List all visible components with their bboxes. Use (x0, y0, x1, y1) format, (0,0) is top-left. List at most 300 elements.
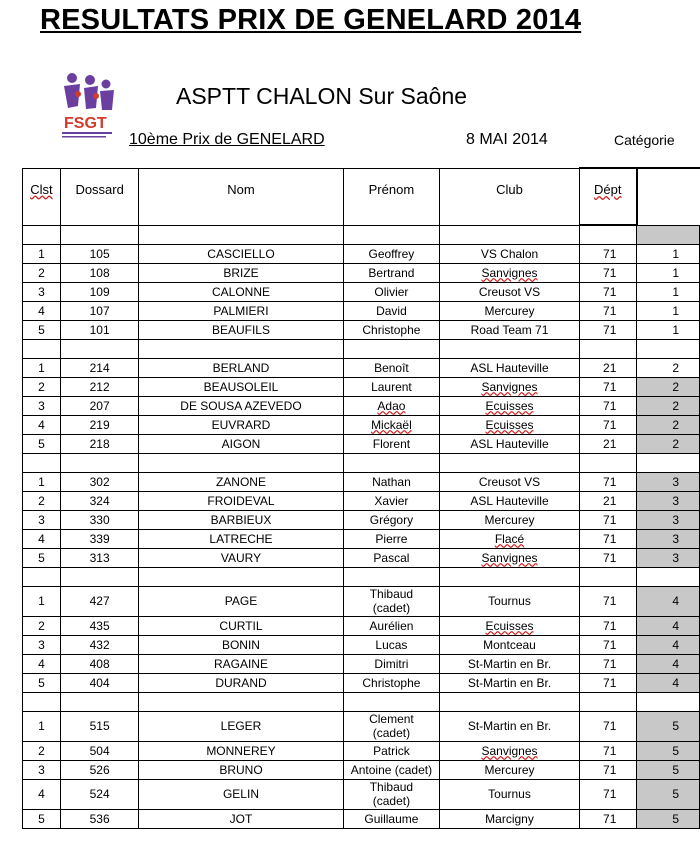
table-row (23, 415, 700, 434)
club-cell-text: Montceau (483, 637, 536, 652)
table-row (23, 396, 700, 415)
department-cell-text: 21 (603, 436, 617, 451)
rank-cell-text: 1 (38, 360, 45, 375)
spacer-cell (60, 453, 139, 472)
logo-text: FSGT (64, 115, 107, 132)
first-name-cell-text: Patrick (373, 743, 410, 758)
spacer-cell (60, 225, 139, 244)
category-cell (637, 654, 700, 673)
table-row (23, 809, 700, 828)
bib-cell (60, 616, 139, 635)
last-name-cell-text: LEGER (220, 719, 262, 733)
category-cell (637, 263, 700, 282)
rank-cell (23, 320, 61, 339)
club-cell (440, 529, 579, 548)
table-row (23, 654, 700, 673)
last-name-cell-text: DE SOUSA AZEVEDO (180, 398, 302, 413)
first-name-cell-text: Bertrand (368, 265, 415, 280)
col-header-clst: Clst (23, 168, 61, 225)
bib-cell (60, 263, 139, 282)
department-cell-text: 21 (603, 360, 617, 375)
department-cell-text: 71 (603, 787, 617, 801)
spacer-cell (139, 692, 343, 711)
table-row (23, 320, 700, 339)
last-name-cell-text: ZANONE (215, 474, 266, 489)
club-cell (440, 415, 579, 434)
club-cell-text: Ecuisses (485, 398, 534, 413)
rank-cell-text: 5 (38, 550, 45, 565)
category-cell-text: 2 (672, 436, 679, 451)
department-cell (579, 654, 637, 673)
department-cell (579, 263, 637, 282)
first-name-cell-text: Dimitri (374, 656, 409, 671)
event-name: 10ème Prix de GENELARD (129, 131, 325, 148)
organization-name: ASPTT CHALON Sur Saône (176, 83, 468, 109)
first-name-cell-text: Pascal (373, 550, 410, 565)
category-cell-text: 5 (672, 719, 679, 733)
department-cell (579, 548, 637, 567)
category-cell-text: 3 (672, 531, 679, 546)
bib-cell-text: 339 (89, 531, 110, 546)
last-name-cell-text: CALONNE (211, 284, 270, 299)
first-name-cell (343, 301, 440, 320)
first-name-cell (343, 654, 440, 673)
category-cell-text: 3 (672, 493, 679, 508)
spacer-cell (579, 692, 637, 711)
rank-cell-text: 2 (38, 379, 45, 394)
club-cell-text: St-Martin en Br. (467, 656, 552, 671)
category-spacer-cell (637, 339, 700, 358)
first-name-cell-text: Thibaud (cadet) (369, 780, 414, 808)
category-cell-text: 3 (672, 512, 679, 527)
first-name-cell (343, 358, 440, 377)
bib-cell (60, 396, 139, 415)
club-cell-text: Mercurey (484, 512, 535, 527)
first-name-cell (343, 282, 440, 301)
first-name-cell (343, 586, 440, 616)
department-cell-text: 71 (603, 762, 617, 777)
department-cell (579, 301, 637, 320)
club-cell-text: Mercurey (484, 762, 535, 777)
category-cell-text: 1 (672, 303, 679, 318)
group-spacer-row (23, 339, 700, 358)
bib-cell-text: 105 (89, 246, 110, 261)
group-spacer-row (23, 567, 700, 586)
category-cell-text: 4 (672, 637, 679, 652)
first-name-cell-text: Benoît (374, 360, 409, 375)
category-cell (637, 377, 700, 396)
last-name-cell (139, 301, 343, 320)
spacer-cell (343, 692, 440, 711)
department-cell (579, 282, 637, 301)
last-name-cell (139, 779, 343, 809)
last-name-cell-text: FROIDEVAL (207, 493, 275, 508)
club-cell (440, 711, 579, 741)
department-cell (579, 741, 637, 760)
table-row (23, 301, 700, 320)
department-cell (579, 377, 637, 396)
department-cell-text: 71 (603, 379, 617, 394)
club-cell-text: ASL Hauteville (470, 360, 549, 375)
department-cell-text: 71 (603, 398, 617, 413)
bib-cell-text: 526 (89, 762, 110, 777)
department-cell-text: 71 (603, 811, 617, 826)
category-cell-text: 5 (672, 787, 679, 801)
bib-cell-text: 214 (89, 360, 110, 375)
first-name-cell-text: Nathan (372, 474, 411, 489)
last-name-cell (139, 616, 343, 635)
first-name-cell-text: Christophe (362, 322, 421, 337)
department-cell (579, 434, 637, 453)
club-cell-text: Sanvignes (481, 379, 538, 394)
spacer-cell (440, 339, 579, 358)
category-cell (637, 741, 700, 760)
table-row (23, 529, 700, 548)
category-cell (637, 396, 700, 415)
rank-cell-text: 5 (38, 811, 45, 826)
category-cell (637, 472, 700, 491)
rank-cell-text: 2 (38, 493, 45, 508)
bib-cell (60, 741, 139, 760)
category-cell-text: 4 (672, 594, 679, 608)
last-name-cell-text: LATRECHE (209, 531, 273, 546)
first-name-cell-text: Christophe (362, 675, 421, 690)
rank-cell-text: 4 (38, 417, 45, 432)
table-row (23, 760, 700, 779)
spacer-cell (23, 453, 61, 472)
last-name-cell (139, 358, 343, 377)
table-row (23, 711, 700, 741)
category-cell (637, 635, 700, 654)
department-cell-text: 71 (603, 265, 617, 280)
rank-cell-text: 3 (38, 398, 45, 413)
rank-cell (23, 741, 61, 760)
table-row (23, 635, 700, 654)
table-row (23, 616, 700, 635)
category-cell (637, 244, 700, 263)
club-cell (440, 760, 579, 779)
event-date: 8 MAI 2014 (466, 131, 548, 148)
department-cell (579, 616, 637, 635)
rank-cell-text: 5 (38, 675, 45, 690)
rank-cell-text: 3 (38, 512, 45, 527)
bib-cell (60, 779, 139, 809)
rank-cell (23, 491, 61, 510)
rank-cell (23, 529, 61, 548)
department-cell-text: 71 (603, 594, 617, 608)
last-name-cell-text: BARBIEUX (210, 512, 272, 527)
first-name-cell-text: Aurélien (369, 618, 414, 633)
bib-cell (60, 244, 139, 263)
department-cell-text: 71 (603, 637, 617, 652)
club-cell (440, 358, 579, 377)
department-cell-text: 71 (603, 303, 617, 318)
department-cell (579, 358, 637, 377)
spacer-cell (60, 339, 139, 358)
spacer-cell (579, 453, 637, 472)
last-name-cell (139, 320, 343, 339)
club-cell-text: Flacé (494, 531, 525, 546)
last-name-cell (139, 760, 343, 779)
rank-cell-text: 4 (38, 656, 45, 671)
first-name-cell (343, 510, 440, 529)
last-name-cell-text: RAGAINE (213, 656, 268, 671)
col-header-prenom: Prénom (343, 168, 440, 225)
department-cell (579, 396, 637, 415)
last-name-cell (139, 396, 343, 415)
category-cell (637, 434, 700, 453)
category-cell (637, 510, 700, 529)
first-name-cell-text: Xavier (374, 493, 409, 508)
department-cell (579, 673, 637, 692)
department-cell (579, 510, 637, 529)
first-name-cell (343, 616, 440, 635)
spacer-cell (579, 567, 637, 586)
table-row (23, 244, 700, 263)
first-name-cell-text: Laurent (371, 379, 412, 394)
rank-cell-text: 4 (38, 787, 45, 801)
last-name-cell (139, 529, 343, 548)
last-name-cell-text: BRIZE (223, 265, 259, 280)
last-name-cell (139, 741, 343, 760)
club-cell (440, 244, 579, 263)
department-cell-text: 71 (603, 656, 617, 671)
rank-cell-text: 2 (38, 743, 45, 758)
rank-cell-text: 5 (38, 322, 45, 337)
category-cell-text: 2 (672, 398, 679, 413)
first-name-cell (343, 434, 440, 453)
category-cell (637, 491, 700, 510)
bib-cell-text: 427 (89, 594, 110, 608)
category-cell-text: 1 (672, 246, 679, 261)
table-row (23, 548, 700, 567)
department-cell-text: 71 (603, 675, 617, 690)
col-header-club: Club (440, 168, 579, 225)
category-cell-text: 3 (672, 550, 679, 565)
bib-cell-text: 107 (89, 303, 110, 318)
first-name-cell-text: Adao (377, 398, 406, 413)
last-name-cell (139, 548, 343, 567)
rank-cell-text: 1 (38, 474, 45, 489)
bib-cell (60, 415, 139, 434)
rank-cell (23, 548, 61, 567)
rank-cell (23, 809, 61, 828)
club-cell (440, 263, 579, 282)
spacer-cell (60, 692, 139, 711)
first-name-cell (343, 779, 440, 809)
bib-cell (60, 282, 139, 301)
col-header-categorie (637, 168, 700, 225)
first-name-cell (343, 472, 440, 491)
bib-cell (60, 760, 139, 779)
first-name-cell (343, 711, 440, 741)
spacer-cell (579, 339, 637, 358)
rank-cell (23, 760, 61, 779)
club-cell (440, 779, 579, 809)
last-name-cell (139, 282, 343, 301)
bib-cell (60, 377, 139, 396)
rank-cell-text: 1 (38, 246, 45, 261)
rank-cell-text: 1 (38, 594, 45, 608)
department-cell-text: 71 (603, 531, 617, 546)
club-cell-text: Creusot VS (478, 284, 541, 299)
club-cell-text: St-Martin en Br. (467, 675, 552, 690)
first-name-cell (343, 635, 440, 654)
club-cell (440, 320, 579, 339)
rank-cell (23, 358, 61, 377)
bib-cell (60, 472, 139, 491)
bib-cell (60, 491, 139, 510)
spacer-cell (440, 567, 579, 586)
bib-cell-text: 432 (89, 637, 110, 652)
club-cell-text: St-Martin en Br. (467, 719, 552, 733)
club-cell-text: Tournus (488, 787, 531, 801)
club-cell (440, 377, 579, 396)
club-cell-text: VS Chalon (480, 246, 539, 261)
club-cell (440, 548, 579, 567)
bib-cell-text: 101 (89, 322, 110, 337)
first-name-cell (343, 396, 440, 415)
club-cell (440, 586, 579, 616)
rank-cell (23, 415, 61, 434)
club-cell-text: ASL Hauteville (470, 493, 549, 508)
spacer-cell (343, 453, 440, 472)
last-name-cell-text: CURTIL (219, 618, 263, 633)
fsgt-logo (58, 68, 116, 143)
category-cell-text: 2 (672, 360, 679, 375)
bib-cell-text: 524 (89, 787, 110, 801)
rank-cell-text: 3 (38, 637, 45, 652)
category-cell-text: 1 (672, 265, 679, 280)
results-table (22, 167, 700, 829)
club-cell (440, 510, 579, 529)
category-cell-text: 2 (672, 417, 679, 432)
bib-cell-text: 536 (89, 811, 110, 826)
last-name-cell (139, 809, 343, 828)
bib-cell (60, 654, 139, 673)
department-cell-text: 71 (603, 284, 617, 299)
bib-cell-text: 207 (89, 398, 110, 413)
department-cell-text: 71 (603, 246, 617, 261)
bib-cell-text: 302 (89, 474, 110, 489)
spacer-cell (60, 567, 139, 586)
rank-cell-text: 1 (38, 719, 45, 733)
rank-cell (23, 586, 61, 616)
results-body (23, 225, 700, 828)
last-name-cell-text: CASCIELLO (207, 246, 275, 261)
table-row (23, 586, 700, 616)
group-spacer-row (23, 225, 700, 244)
table-row (23, 263, 700, 282)
club-cell (440, 434, 579, 453)
rank-cell (23, 616, 61, 635)
bib-cell (60, 301, 139, 320)
category-spacer-cell (637, 692, 700, 711)
last-name-cell-text: BRUNO (219, 762, 263, 777)
bib-cell-text: 330 (89, 512, 110, 527)
last-name-cell-text: MONNEREY (206, 743, 276, 758)
last-name-cell-text: GELIN (222, 787, 259, 801)
first-name-cell-text: Guillaume (364, 811, 419, 826)
rank-cell (23, 635, 61, 654)
first-name-cell-text: Mickaël (371, 417, 412, 432)
bib-cell-text: 435 (89, 618, 110, 633)
bib-cell-text: 404 (89, 675, 110, 690)
table-row (23, 779, 700, 809)
bib-cell-text: 219 (89, 417, 110, 432)
spacer-cell (23, 567, 61, 586)
first-name-cell-text: Florent (372, 436, 411, 451)
department-cell (579, 635, 637, 654)
category-cell (637, 586, 700, 616)
category-cell (637, 616, 700, 635)
category-cell (637, 779, 700, 809)
category-cell (637, 809, 700, 828)
category-cell-text: 2 (672, 379, 679, 394)
rank-cell (23, 711, 61, 741)
department-cell-text: 71 (603, 618, 617, 633)
club-cell (440, 741, 579, 760)
club-cell (440, 673, 579, 692)
table-row (23, 434, 700, 453)
last-name-cell (139, 635, 343, 654)
last-name-cell-text: BERLAND (212, 360, 270, 375)
club-cell-text: Ecuisses (485, 618, 534, 633)
spacer-cell (343, 339, 440, 358)
category-cell-text: 5 (672, 743, 679, 758)
table-row (23, 673, 700, 692)
table-row (23, 741, 700, 760)
rank-cell (23, 510, 61, 529)
category-spacer-cell (637, 453, 700, 472)
spacer-cell (23, 225, 61, 244)
bib-cell (60, 510, 139, 529)
category-cell-text: 4 (672, 675, 679, 690)
last-name-cell-text: JOT (229, 811, 253, 826)
last-name-cell (139, 263, 343, 282)
rank-cell-text: 3 (38, 284, 45, 299)
first-name-cell (343, 809, 440, 828)
spacer-cell (23, 692, 61, 711)
last-name-cell (139, 673, 343, 692)
spacer-cell (139, 339, 343, 358)
club-cell-text: Sanvignes (481, 550, 538, 565)
table-row (23, 358, 700, 377)
rank-cell (23, 377, 61, 396)
category-cell (637, 320, 700, 339)
bib-cell (60, 548, 139, 567)
rank-cell (23, 244, 61, 263)
club-cell-text: Ecuisses (485, 417, 534, 432)
bib-cell-text: 324 (89, 493, 110, 508)
club-cell (440, 491, 579, 510)
department-cell (579, 779, 637, 809)
spacer-cell (440, 225, 579, 244)
last-name-cell (139, 434, 343, 453)
last-name-cell (139, 491, 343, 510)
department-cell (579, 809, 637, 828)
department-cell (579, 760, 637, 779)
department-cell (579, 586, 637, 616)
category-cell-text: 4 (672, 656, 679, 671)
first-name-cell-text: Antoine (cadet) (350, 762, 433, 777)
group-spacer-row (23, 453, 700, 472)
department-cell (579, 244, 637, 263)
rank-cell (23, 472, 61, 491)
first-name-cell (343, 548, 440, 567)
bib-cell-text: 515 (89, 719, 110, 733)
department-cell (579, 711, 637, 741)
